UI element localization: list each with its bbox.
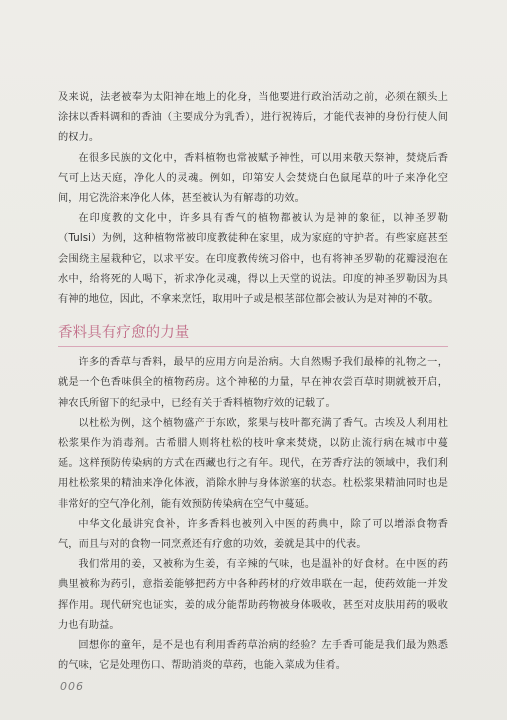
paragraph: 中华文化最讲究食补，许多香料也被列入中医的药典中，除了可以增添食物香气，而且与对的食物一同烹煮还有疗愈的功效，姜就是其中的代表。	[58, 518, 448, 551]
paragraph: 在很多民族的文化中，香料植物也常被赋予神性，可以用来敬天祭神，焚烧后香气可上达天庭，净化人的灵魂。例如，印第安人会焚烧白色鼠尾草的叶子来净化空间，用它洗浴来净化人体，甚至被认为有解毒的功效。	[58, 152, 448, 205]
paragraph: 在印度教的文化中，许多具有香气的植物都被认为是神的象征，以神圣罗勒（Tulsi）为例，这种植物常被印度教徒种在家里，成为家庭的守护者。有些家庭甚至会围绕主屋栽种它，以求平安。在印度教传统习俗中，也有将神圣罗勒的花瓣浸泡在水中，给将死的人喝下，祈求净化灵魂，得以上天堂的说法。印度的神圣罗勒因为具有神的地位，因此，不拿来烹饪，取用叶子或是根茎部位都会被认为是对神的不敬。	[58, 213, 448, 306]
page-number: 006	[60, 680, 84, 693]
paragraph: 许多的香草与香料，最早的应用方向是治病。大自然赐予我们最棒的礼物之一，就是一个色香味俱全的植物药房。这个神秘的力量，早在神农尝百草时期就被开启，神农氏所留下的纪录中，已经有关于香料植物疗效的记载了。	[58, 357, 448, 409]
page-content	[58, 88, 448, 676]
section-heading: 香料具有疗愈的力量	[58, 322, 448, 347]
paragraph: 回想你的童年，是不是也有利用香药草治病的经验？左手香可能是我们最为熟悉的气味，它是处理伤口、帮助消炎的草药，也能入菜成为佳肴。	[58, 640, 448, 672]
paragraph: 及来说，法老被奉为太阳神在地上的化身，当他要进行政治活动之前，必须在额头上涂抹以香料调和的香油（主要成分为乳香），进行祝祷后，才能代表神的身份行使人间的权力。	[58, 92, 448, 144]
section-gap	[58, 310, 448, 322]
paragraph: 以杜松为例，这个植物盛产于东欧，浆果与枝叶都充满了香气。古埃及人利用杜松浆果作为消毒剂。古希腊人则将杜松的枝叶拿来焚烧，以防止流行病在城市中蔓延。这样预防传染病的方式在西藏也行之有年。现代，在芳香疗法的领域中，我们利用杜松浆果的精油来净化体液，消除水肿与身体淤塞的状态。杜松浆果精油同时也是非常好的空气净化剂，能有效预防传染病在空气中蔓延。	[58, 417, 448, 510]
paragraph: 我们常用的姜，又被称为生姜，有辛辣的气味，也是温补的好食材。在中医的药典里被称为药引，意指姜能够把药方中各种药材的疗效串联在一起，使药效能一并发挥作用。现代研究也证实，姜的成分能帮助药物被身体吸收，甚至对皮肤用药的吸收力也有助益。	[58, 559, 448, 631]
